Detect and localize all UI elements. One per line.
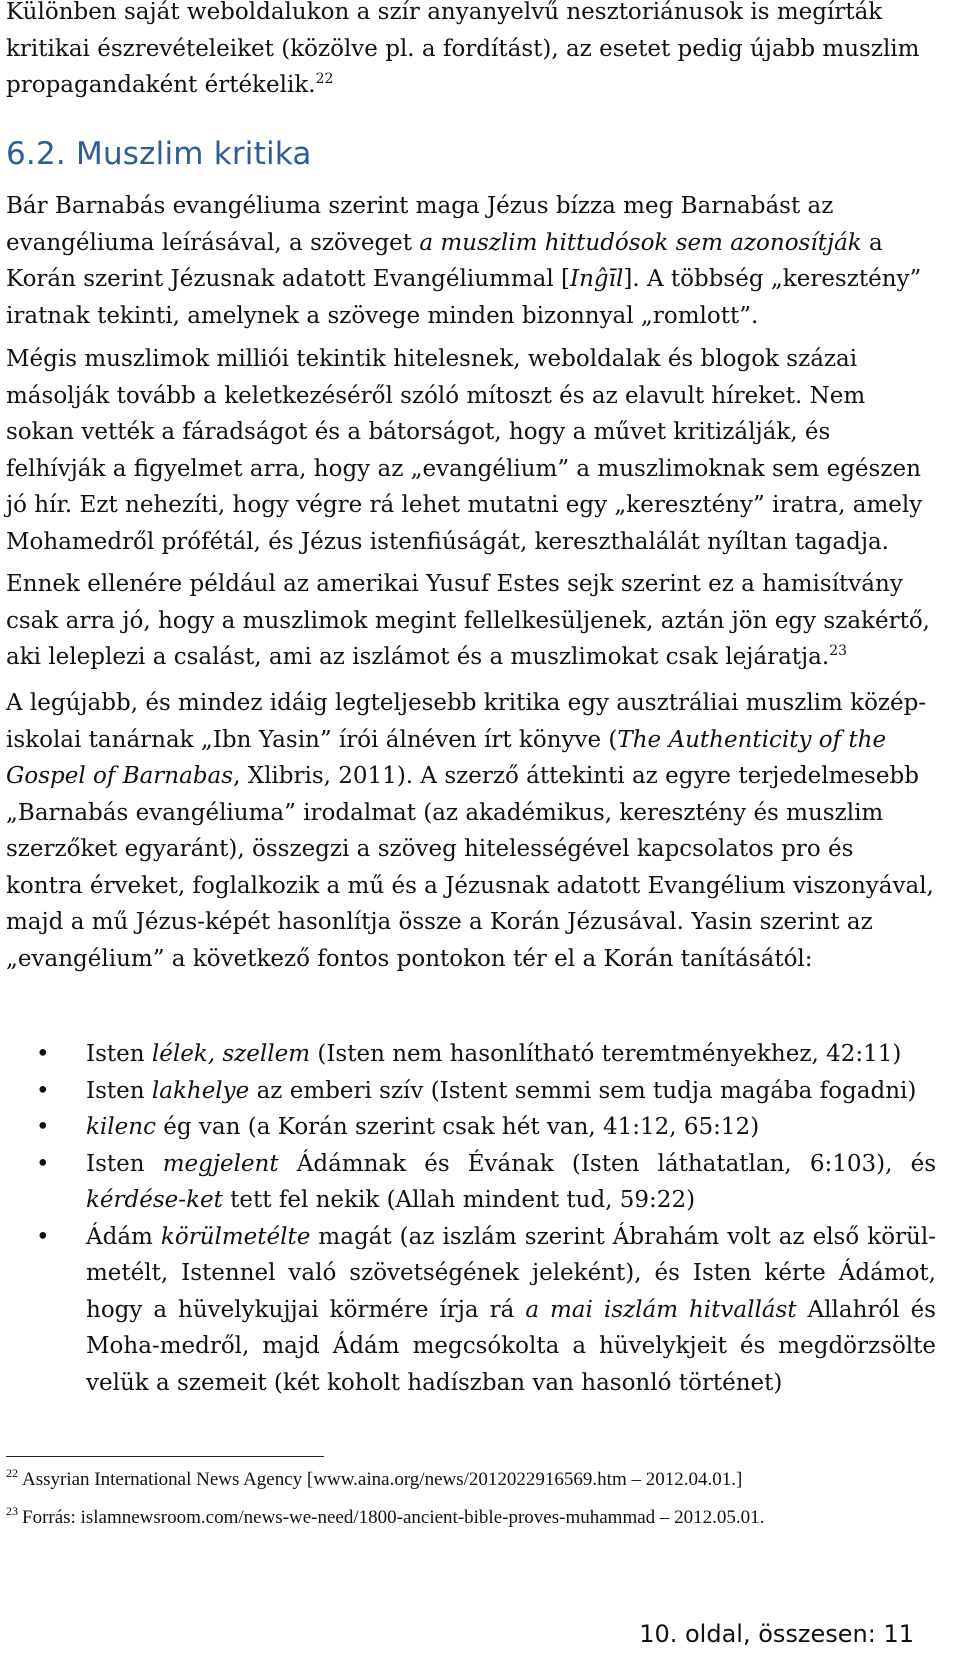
footnote-ref-23[interactable]: 23 — [829, 643, 848, 659]
list-item: • Isten lakhelye az emberi szív (Istent semmi sem tudja magába fogadni) — [6, 1073, 936, 1110]
bullet-icon: • — [36, 1077, 50, 1104]
list-item: • Isten megjelent Ádámnak és Évának (Isten láthatatlan, 6:103), és kérdése-ket tett fel nekik (Allah mindent tud, 59:22) — [6, 1146, 936, 1219]
footnote-23: $^{23}$ Forrás: islamnewsroom.com/news-we-need/1800-ancient-bible-proves-muhammad – 2012.05.01. — [6, 1504, 765, 1528]
bullet-list — [6, 1036, 936, 1401]
paragraph-3: Ennek ellenére például az amerikai Yusuf Estes sejk szerint ez a hamisítvány csak arra jó, hogy a muszlimok megint fellelkesüljenek, aztán jön egy szakértő, aki leleplezi a csalást, ami az iszlámot és a muszlimokat csak lejáratja.$^{23}$ — [6, 571, 930, 670]
bullet-icon: • — [36, 1041, 50, 1067]
paragraph-4: A legújabb, és mindez idáig legteljesebb kritika egy ausztráliai muszlim közép-iskolai tanárnak „Ibn Yasin” írói álnéven írt könyve (The Authenticity of the Gospel of Barnabas, Xlibris, 2011). A szerző áttekinti az egyre terjedelmesebb „Barnabás evangéliuma” irodalmat (az akadémikus, keresztény és muszlim szerzőket egyaránt), összegzi a szöveg hitelességével kapcsolatos pro és kontra érveket, foglalkozik a mű és a Jézusnak adatott Evangélium viszonyával, majd a mű Jézus-képét hasonlítja össze a Korán Jézusával. Yasin szerint az „evangélium” a következő fontos pontokon tér el a Korán tanításától: — [6, 690, 934, 972]
bullet-icon: • — [36, 1114, 50, 1140]
footnote-22: $^{22}$ Assyrian International News Agency [www.aina.org/news/2012022916569.htm – 2012.04.01.] — [6, 1466, 743, 1490]
list-item: • Isten lélek, szellem (Isten nem hasonlítható teremtményekhez, 42:11) — [6, 1036, 936, 1073]
paragraph-1: Bár Barnabás evangéliuma szerint maga Jézus bízza meg Barnabást az evangéliuma leírásával, a szöveget a muszlim hittudósok sem azonosítják a Korán szerint Jézusnak adatott Evangéliummal [Inĝīl]. A többség „keresztény” iratnak tekinti, amelynek a szövege minden bizonnyal „romlott”. — [6, 193, 922, 329]
page-number: 10. oldal, összesen: 11 — [639, 1620, 914, 1648]
bullet-icon: • — [36, 1150, 50, 1177]
list-item: • Ádám körülmetélte magát (az iszlám szerint Ábrahám volt az első körül-metélt, Istennel való szövetségének jeleként), és Isten kérte Ádámot, hogy a hüvelykujjai körmére írja rá a mai iszlám hitvallást Allahról és Moha-medről, majd Ádám megcsókolta a hüvelykjeit és megdörzsölte velük a szemeit (két koholt hadíszban van hasonló történet) — [6, 1219, 936, 1402]
footnote-divider — [6, 1456, 324, 1457]
paragraph-2: Mégis muszlimok milliói tekintik hitelesnek, weboldalak és blogok százai másolják tovább a keletkezéséről szóló mítoszt és az elavult híreket. Nem sokan vették a fáradságot és a bátorságot, hogy a művet kritizálják, és felhívják a figyelmet arra, hogy az „evangélium” a muszlimoknak sem egészen jó hír. Ezt nehezíti, hogy végre rá lehet mutatni egy „keresztény” iratra, amely Mohamedről prófétál, és Jézus istenfiúságát, kereszthalálát nyíltan tagadja. — [6, 346, 923, 555]
bullet-icon: • — [36, 1223, 50, 1250]
list-item: • kilenc ég van (a Korán szerint csak hét van, 41:12, 65:12) — [6, 1109, 936, 1146]
footnote-ref-22[interactable]: 22 — [315, 71, 334, 87]
intro-paragraph: Különben saját weboldalukon a szír anyanyelvű nesztoriánusok is megírták kritikai észrevételeiket (közölve pl. a fordítást), az esetet pedig újabb muszlim propagandaként értékelik.$^{22}$ — [6, 0, 920, 98]
section-heading: 6.2. Muszlim kritika — [6, 136, 312, 172]
